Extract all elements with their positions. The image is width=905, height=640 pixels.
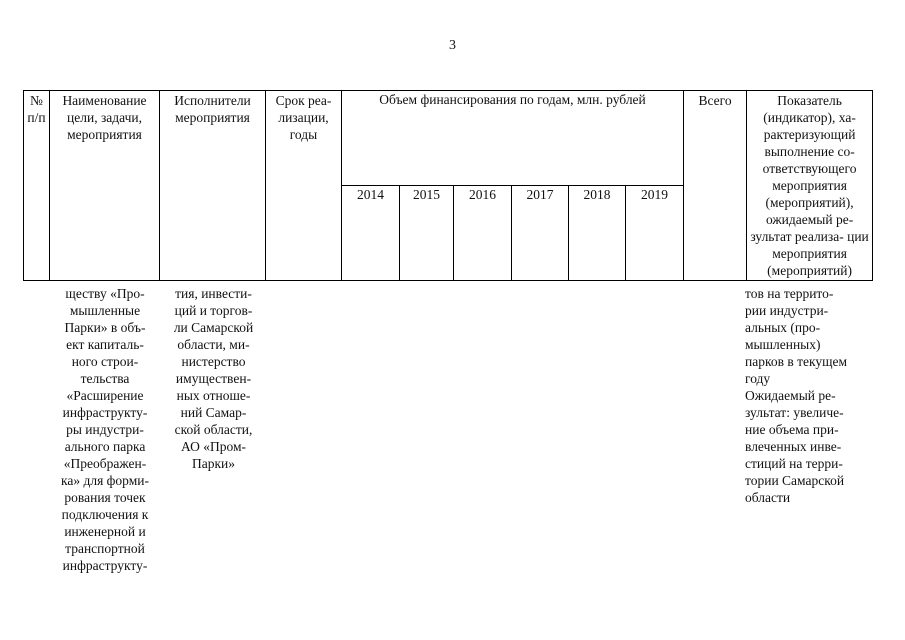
text-line: парков в текущем	[745, 354, 848, 369]
text-line: «Преображен-	[63, 456, 147, 471]
text-line: «Расширение	[66, 388, 144, 403]
text-line: ли Самарской	[173, 320, 254, 335]
text-line: ской области,	[174, 422, 253, 437]
text-line: тории Самарской	[745, 473, 845, 488]
text-line: ального парка	[64, 439, 146, 454]
header-year-2019: 2019	[626, 186, 684, 281]
text-line: влеченных инве-	[745, 439, 842, 454]
header-year-2014: 2014	[342, 186, 400, 281]
text-line: ры индустри-	[66, 422, 144, 437]
text-line: области, ми-	[177, 337, 250, 352]
text-line: инженерной и	[64, 524, 146, 539]
text-line: тельства	[80, 371, 130, 386]
header-total: Всего	[684, 91, 747, 281]
funding-table-header	[23, 90, 873, 281]
text-line: ций и торгов-	[174, 303, 253, 318]
header-year-2018: 2018	[569, 186, 626, 281]
page-number: 3	[449, 38, 456, 53]
text-line: инфраструкту-	[62, 405, 148, 420]
header-year-2017: 2017	[512, 186, 569, 281]
header-term: Срок реа- лизации, годы	[266, 91, 342, 281]
text-line: Ожидаемый ре-	[745, 388, 836, 403]
text-line: ний Самар-	[180, 405, 247, 420]
text-line: стиций на терри-	[745, 456, 843, 471]
text-line: ект капиталь-	[66, 337, 144, 352]
text-line: АО «Пром-	[181, 439, 246, 454]
header-executors: Исполнители мероприятия	[160, 91, 266, 281]
text-line: зультат: увеличе-	[745, 405, 844, 420]
header-year-2015: 2015	[400, 186, 454, 281]
text-line: альных (про-	[745, 320, 821, 335]
text-line: году	[745, 371, 771, 386]
header-year-2016: 2016	[454, 186, 512, 281]
text-line: ществу «Про-	[65, 286, 145, 301]
continuation-indicator-cell	[745, 285, 869, 506]
text-line: подключения к	[61, 507, 149, 522]
text-line: мышленные	[69, 303, 141, 318]
text-line: ние объема при-	[745, 422, 839, 437]
text-line: мышленных)	[745, 337, 821, 352]
text-line: рии индустри-	[745, 303, 829, 318]
text-line: ка» для форми-	[61, 473, 149, 488]
text-line: ных отноше-	[176, 388, 251, 403]
continuation-name-cell	[52, 285, 158, 574]
header-num: № п/п	[24, 91, 50, 281]
text-line: рования точек	[64, 490, 146, 505]
text-line: тов на террито-	[745, 286, 834, 301]
header-name: Наименование цели, задачи, мероприятия	[50, 91, 160, 281]
text-line: инфраструкту-	[62, 558, 148, 573]
text-line: нистерство	[181, 354, 246, 369]
text-line: ного строи-	[71, 354, 139, 369]
text-line: тия, инвести-	[175, 286, 252, 301]
continuation-executors-cell	[161, 285, 266, 472]
header-funding: Объем финансирования по годам, млн. рублей	[342, 91, 684, 186]
text-line: имуществен-	[175, 371, 252, 386]
header-indicator: Показатель (индикатор), ха- рактеризующий выполнение со- ответствующего мероприятия (мероприятий), ожидаемый ре- зультат реализа- ции мероприятия (мероприятий)	[747, 91, 873, 281]
text-line: Парки»	[191, 456, 236, 471]
text-line: Парки» в объ-	[64, 320, 146, 335]
text-line: области	[745, 490, 791, 505]
text-line: транспортной	[65, 541, 145, 556]
